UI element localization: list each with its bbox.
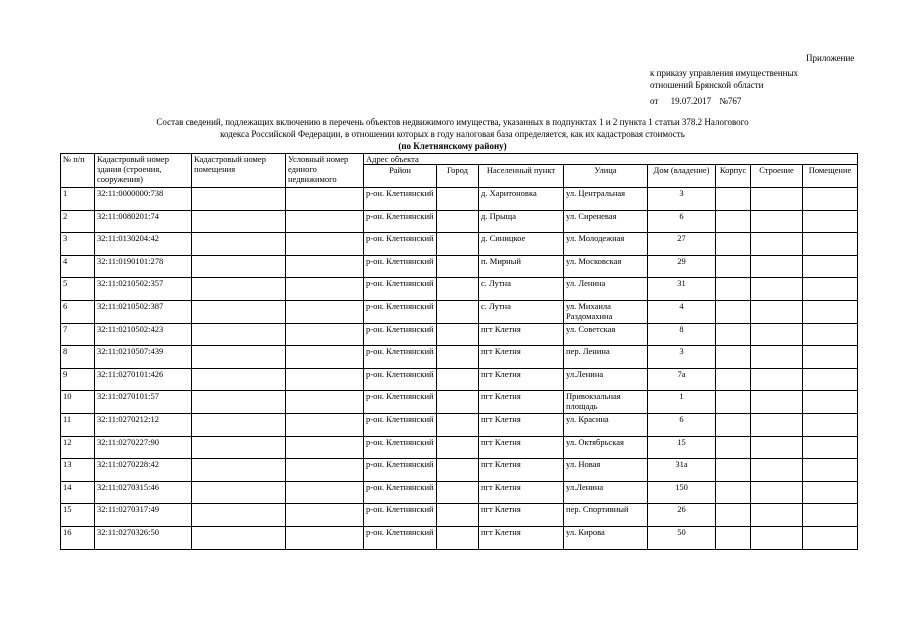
cell-locality: с. Лутна [479,278,564,301]
cell-premise-number [192,481,286,504]
cell-premise-number [192,368,286,391]
cell-conditional-number [286,300,364,323]
cell-premise-number [192,413,286,436]
cell-district: р-он. Клетнянский [364,413,437,436]
cell-building [751,481,803,504]
cell-city [437,233,479,256]
cell-street: пер. Ленина [564,346,648,369]
cell-building [751,233,803,256]
table-row [61,391,858,414]
cell-locality: пгт Клетня [479,459,564,482]
cell-cad-number: 32:11:0270227:90 [95,436,192,459]
cell-conditional-number [286,368,364,391]
cell-building [751,323,803,346]
cell-building [751,368,803,391]
cell-house: 6 [648,210,716,233]
cell-building [751,526,803,549]
cell-district: р-он. Клетнянский [364,504,437,527]
table-row [61,413,858,436]
order-date: 19.07.2017 [670,96,712,106]
document-title-line-2: кодекса Российской Федерации, в отношении которых в году налоговая база определяется, как их кадастровая стоимость [220,129,685,139]
cell-korpus [716,300,751,323]
cell-locality: пгт Клетня [479,481,564,504]
cell-korpus [716,413,751,436]
cell-room [803,526,858,549]
document-title-line-1: Состав сведений, подлежащих включению в перечень объектов недвижимого имущества, указанных в подпунктах 1 и 2 пункта 1 статьи 378.2 Налогового [156,117,749,127]
document-district-heading: (по Клетнянскому району) [398,141,507,151]
cell-building [751,210,803,233]
cell-conditional-number [286,233,364,256]
cell-num: 8 [61,346,95,369]
cell-premise-number [192,346,286,369]
cell-premise-number [192,436,286,459]
cell-num: 1 [61,188,95,211]
cell-num: 11 [61,413,95,436]
cell-num: 14 [61,481,95,504]
cell-street: ул. Центральная [564,188,648,211]
cell-city [437,391,479,414]
cell-street: ул. Московская [564,255,648,278]
property-table [60,153,858,550]
cell-conditional-number [286,481,364,504]
cell-house: 29 [648,255,716,278]
cell-house: 26 [648,504,716,527]
cell-locality: с. Лутна [479,300,564,323]
cell-num: 13 [61,459,95,482]
cell-num: 15 [61,504,95,527]
table-row [61,323,858,346]
table-row [61,526,858,549]
cell-cad-number: 32:11:0270101:426 [95,368,192,391]
cell-room [803,459,858,482]
cell-conditional-number [286,526,364,549]
cell-conditional-number [286,413,364,436]
cell-house: 8 [648,323,716,346]
cell-building [751,413,803,436]
cell-house: 15 [648,436,716,459]
cell-conditional-number [286,323,364,346]
cell-premise-number [192,526,286,549]
cell-district: р-он. Клетнянский [364,300,437,323]
cell-city [437,346,479,369]
header-address: Адрес объекта [364,154,858,165]
cell-street: Привокзальная площадь [564,391,648,414]
cell-house: 31 [648,278,716,301]
cell-premise-number [192,323,286,346]
table-row [61,346,858,369]
cell-house: 27 [648,233,716,256]
cell-city [437,210,479,233]
cell-locality: пгт Клетня [479,368,564,391]
cell-district: р-он. Клетнянский [364,368,437,391]
cell-city [437,323,479,346]
cell-district: р-он. Клетнянский [364,188,437,211]
cell-korpus [716,504,751,527]
cell-building [751,459,803,482]
cell-city [437,188,479,211]
cell-room [803,210,858,233]
cell-house: 7а [648,368,716,391]
cell-num: 7 [61,323,95,346]
cell-cad-number: 32:11:0130204:42 [95,233,192,256]
subheader-street: Улица [564,165,648,188]
appendix-order-line: к приказу управления имущественных [650,68,799,78]
cell-house: 6 [648,413,716,436]
cell-cad-number: 32:11:0270212:12 [95,413,192,436]
cell-num: 12 [61,436,95,459]
cell-room [803,481,858,504]
cell-district: р-он. Клетнянский [364,233,437,256]
cell-district: р-он. Клетнянский [364,481,437,504]
cell-premise-number [192,504,286,527]
table-row [61,436,858,459]
cell-conditional-number [286,504,364,527]
cell-locality: пгт Клетня [479,391,564,414]
cell-street: ул. Октябрьская [564,436,648,459]
cell-cad-number: 32:11:0210502:387 [95,300,192,323]
header-num: № п/п [61,154,95,188]
cell-city [437,526,479,549]
cell-cad-number: 32:11:0270101:57 [95,391,192,414]
cell-room [803,188,858,211]
cell-premise-number [192,233,286,256]
cell-cad-number: 32:11:0210502:357 [95,278,192,301]
cell-building [751,391,803,414]
header-conditional-number: Условный номер единого недвижимого [286,154,364,188]
cell-street: ул.Ленина [564,368,648,391]
header-row [61,154,858,165]
cell-korpus [716,481,751,504]
cell-num: 5 [61,278,95,301]
cell-korpus [716,210,751,233]
cell-district: р-он. Клетнянский [364,459,437,482]
cell-room [803,413,858,436]
cell-room [803,346,858,369]
cell-city [437,255,479,278]
cell-building [751,278,803,301]
cell-cad-number: 32:11:0270228:42 [95,459,192,482]
cell-room [803,255,858,278]
cell-locality: пгт Клетня [479,436,564,459]
table-row [61,255,858,278]
cell-premise-number [192,300,286,323]
subheader-city: Город [437,165,479,188]
table-row [61,188,858,211]
cell-cad-number: 32:11:0210502:423 [95,323,192,346]
cell-premise-number [192,459,286,482]
subheader-korpus: Корпус [716,165,751,188]
table-row [61,481,858,504]
cell-cad-number: 32:11:0210507:439 [95,346,192,369]
cell-conditional-number [286,391,364,414]
cell-room [803,391,858,414]
cell-room [803,368,858,391]
cell-building [751,346,803,369]
table-row [61,459,858,482]
header-cad-building: Кадастровый номер здания (строения, сооружения) [95,154,192,188]
cell-premise-number [192,255,286,278]
table-row [61,504,858,527]
cell-num: 3 [61,233,95,256]
cell-district: р-он. Клетнянский [364,210,437,233]
cell-room [803,436,858,459]
cell-city [437,278,479,301]
cell-num: 16 [61,526,95,549]
cell-building [751,255,803,278]
cell-street: ул. Кирова [564,526,648,549]
cell-korpus [716,526,751,549]
cell-city [437,368,479,391]
cell-korpus [716,323,751,346]
cell-room [803,278,858,301]
cell-house: 150 [648,481,716,504]
cell-premise-number [192,188,286,211]
date-prefix: от [650,96,659,106]
cell-city [437,413,479,436]
cell-num: 9 [61,368,95,391]
subheader-building: Строение [751,165,803,188]
table-row [61,368,858,391]
cell-district: р-он. Клетнянский [364,255,437,278]
table-row [61,300,858,323]
cell-room [803,323,858,346]
cell-korpus [716,188,751,211]
cell-district: р-он. Клетнянский [364,526,437,549]
appendix-authority-line: отношений Брянской области [650,80,764,90]
cell-premise-number [192,391,286,414]
table-row [61,233,858,256]
cell-house: 4 [648,300,716,323]
cell-conditional-number [286,210,364,233]
cell-locality: д. Синицкое [479,233,564,256]
cell-cad-number: 32:11:0270326:50 [95,526,192,549]
cell-korpus [716,278,751,301]
cell-korpus [716,255,751,278]
cell-building [751,436,803,459]
subheader-district: Район [364,165,437,188]
cell-conditional-number [286,346,364,369]
header-cad-premise: Кадастровый номер помещения [192,154,286,188]
cell-locality: д. Прыща [479,210,564,233]
cell-house: 1 [648,391,716,414]
appendix-title: Приложение [806,53,855,63]
cell-conditional-number [286,459,364,482]
cell-num: 2 [61,210,95,233]
cell-house: 3 [648,346,716,369]
cell-house: 3 [648,188,716,211]
cell-house: 31а [648,459,716,482]
cell-street: ул.Ленина [564,481,648,504]
cell-cad-number: 32:11:0190101:278 [95,255,192,278]
cell-locality: пгт Клетня [479,346,564,369]
cell-room [803,233,858,256]
cell-street: ул. Советская [564,323,648,346]
cell-building [751,300,803,323]
cell-korpus [716,368,751,391]
cell-district: р-он. Клетнянский [364,323,437,346]
cell-conditional-number [286,278,364,301]
subheader-house: Дом (владение) [648,165,716,188]
cell-cad-number: 32:11:0000000:738 [95,188,192,211]
cell-locality: п. Мирный [479,255,564,278]
cell-num: 4 [61,255,95,278]
cell-street: ул. Молодежная [564,233,648,256]
cell-korpus [716,391,751,414]
cell-locality: пгт Клетня [479,504,564,527]
subheader-locality: Населенный пункт [479,165,564,188]
cell-city [437,300,479,323]
cell-cad-number: 32:11:0270317:49 [95,504,192,527]
cell-korpus [716,436,751,459]
cell-korpus [716,233,751,256]
subheader-room: Помещение [803,165,858,188]
cell-city [437,481,479,504]
cell-street: ул. Новая [564,459,648,482]
cell-district: р-он. Клетнянский [364,346,437,369]
cell-city [437,504,479,527]
cell-district: р-он. Клетнянский [364,391,437,414]
cell-korpus [716,459,751,482]
cell-room [803,504,858,527]
cell-city [437,459,479,482]
cell-locality: д. Харитоновка [479,188,564,211]
cell-conditional-number [286,188,364,211]
cell-num: 10 [61,391,95,414]
cell-cad-number: 32:11:0270315:46 [95,481,192,504]
cell-street: пер. Спортивный [564,504,648,527]
cell-cad-number: 32:11:0080201:74 [95,210,192,233]
cell-street: ул. Ленина [564,278,648,301]
appendix-date-line [650,96,741,107]
cell-conditional-number [286,255,364,278]
cell-premise-number [192,210,286,233]
cell-room [803,300,858,323]
cell-city [437,436,479,459]
cell-district: р-он. Клетнянский [364,278,437,301]
cell-house: 50 [648,526,716,549]
cell-locality: пгт Клетня [479,526,564,549]
cell-street: ул. Михаила Раздомахина [564,300,648,323]
cell-district: р-он. Клетнянский [364,436,437,459]
cell-street: ул. Красина [564,413,648,436]
cell-conditional-number [286,436,364,459]
cell-premise-number [192,278,286,301]
cell-korpus [716,346,751,369]
cell-street: ул. Сиреневая [564,210,648,233]
cell-building [751,504,803,527]
cell-locality: пгт Клетня [479,323,564,346]
table-row [61,210,858,233]
order-number: №767 [719,96,742,106]
table-row [61,278,858,301]
cell-num: 6 [61,300,95,323]
cell-building [751,188,803,211]
cell-locality: пгт Клетня [479,413,564,436]
